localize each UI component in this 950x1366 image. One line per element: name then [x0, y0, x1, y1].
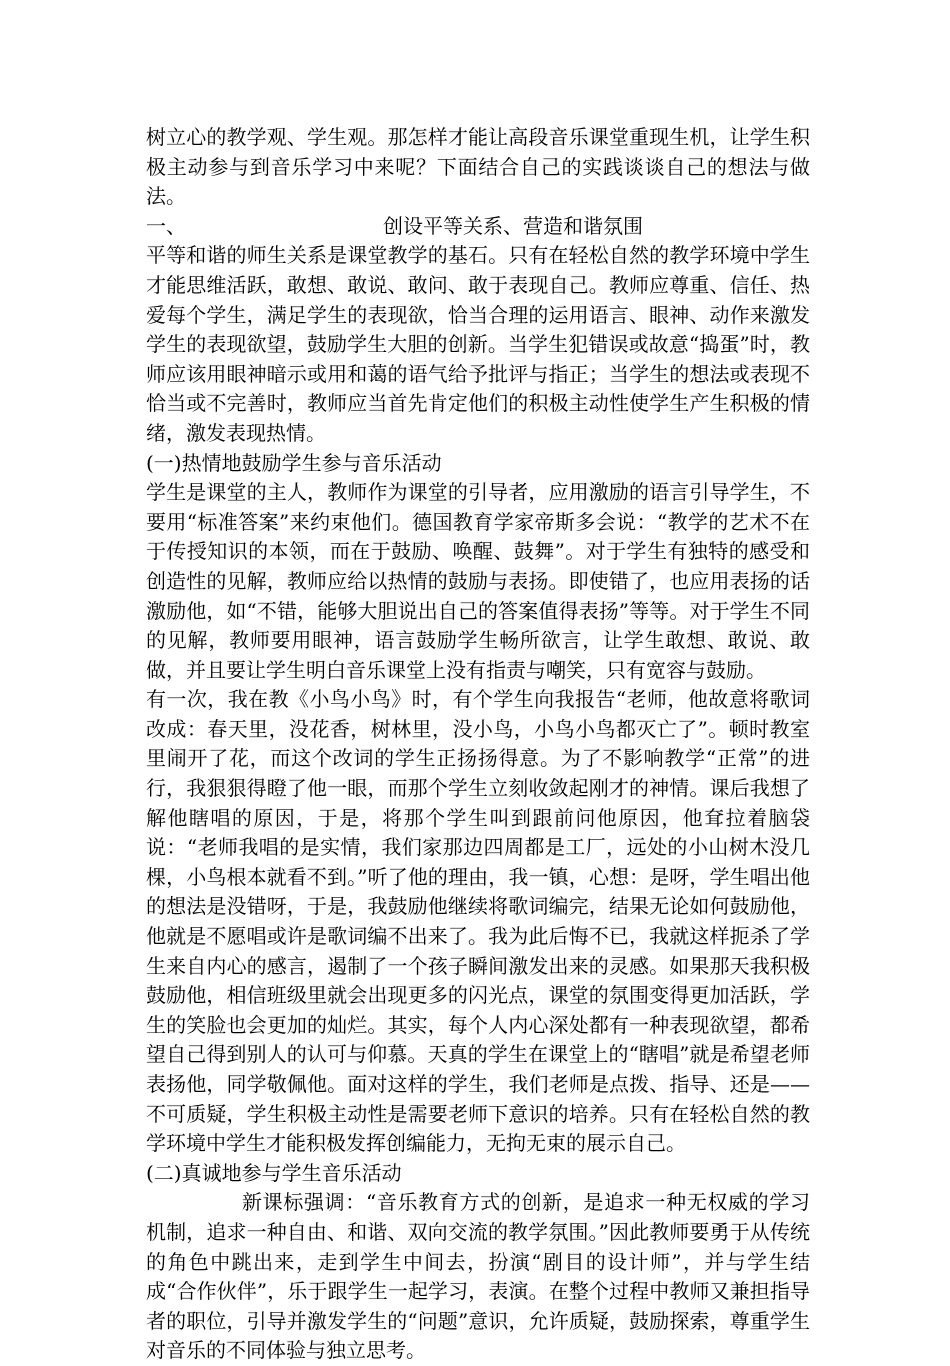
section-title: 创设平等关系、营造和谐氛围	[383, 213, 643, 238]
subsection-heading-1: (一)热情地鼓励学生参与音乐活动	[146, 450, 442, 475]
subsection-2-paragraph-1: 新课标强调：“音乐教育方式的创新，是追求一种无权威的学习机制，追求一种自由、和谐、双向交流的教学氛围。”因此教师要勇于从传统的角色中跳出来，走到学生中间去，扮演“剧目的设计师”，并与学生结成“合作伙伴”，乐于跟学生一起学习，表演。在整个过程中教师又兼担指导者的职位，引导并激发学生的“问题”意识，允许质疑，鼓励探索，尊重学生对音乐的不同体验与独立思考。	[146, 1190, 810, 1363]
section-paragraph: 平等和谐的师生关系是课堂教学的基石。只有在轻松自然的教学环境中学生才能思维活跃，敢想、敢说、敢问、敢于表现自己。教师应尊重、信任、热爱每个学生，满足学生的表现欲，恰当合理的运用语言、眼神、动作来激发学生的表现欲望，鼓励学生大胆的创新。当学生犯错误或故意“捣蛋”时，教师应该用眼神暗示或用和蔼的语气给予批评与指正；当学生的想法或表现不恰当或不完善时，教师应当首先肯定他们的积极主动性使学生产生积极的情绪，激发表现热情。	[146, 243, 810, 445]
document-body	[146, 123, 810, 1366]
intro-paragraph: 树立心的教学观、学生观。那怎样才能让高段音乐课堂重现生机，让学生积极主动参与到音乐学习中来呢？下面结合自己的实践谈谈自己的想法与做法。	[146, 125, 810, 209]
subsection-1-paragraph-1: 学生是课堂的主人，教师作为课堂的引导者，应用激励的语言引导学生，不要用“标准答案”来约束他们。德国教育学家帝斯多会说：“教学的艺术不在于传授知识的本领，而在于鼓励、唤醒、鼓舞”。对于学生有独特的感受和创造性的见解，教师应给以热情的鼓励与表扬。即使错了，也应用表扬的话激励他，如“不错，能够大胆说出自己的答案值得表扬”等等。对于学生不同的见解，教师要用眼神，语言鼓励学生畅所欲言，让学生敢想、敢说、敢做，并且要让学生明白音乐课堂上没有指责与嘲笑，只有宽容与鼓励。	[146, 480, 810, 682]
subsection-1-paragraph-2: 有一次，我在教《小鸟小鸟》时，有个学生向我报告“老师，他故意将歌词改成：春天里，没花香，树林里，没小鸟，小鸟小鸟都灭亡了”。顿时教室里闹开了花，而这个改词的学生正扬扬得意。为了不影响教学“正常”的进行，我狠狠得瞪了他一眼，而那个学生立刻收敛起刚才的神情。课后我想了解他瞎唱的原因，于是，将那个学生叫到跟前问他原因，他耷拉着脑袋说：“老师我唱的是实情，我们家那边四周都是工厂，远处的小山树木没几棵，小鸟根本就看不到。”听了他的理由，我一镇，心想：是呀，学生唱出他的想法是没错呀，于是，我鼓励他继续将歌词编完，结果无论如何鼓励他，他就是不愿唱或许是歌词编不出来了。我为此后悔不已，我就这样扼杀了学生来自内心的感言，遏制了一个孩子瞬间激发出来的灵感。如果那天我积极鼓励他，相信班级里就会出现更多的闪光点，课堂的氛围变得更加活跃，学生的笑脸也会更加的灿烂。其实，每个人内心深处都有一种表现欲望，都希望自己得到别人的认可与仰慕。天真的学生在课堂上的“瞎唱”就是希望老师表扬他，同学敬佩他。面对这样的学生，我们老师是点拨、指导、还是——不可质疑，学生积极主动性是需要老师下意识的培养。只有在轻松自然的教学环境中学生才能积极发挥创编能力，无拘无束的展示自己。	[146, 687, 810, 1156]
section-number: 一、	[146, 213, 186, 238]
subsection-heading-2: (二)真诚地参与学生音乐活动	[146, 1160, 402, 1185]
section-heading	[146, 212, 810, 242]
